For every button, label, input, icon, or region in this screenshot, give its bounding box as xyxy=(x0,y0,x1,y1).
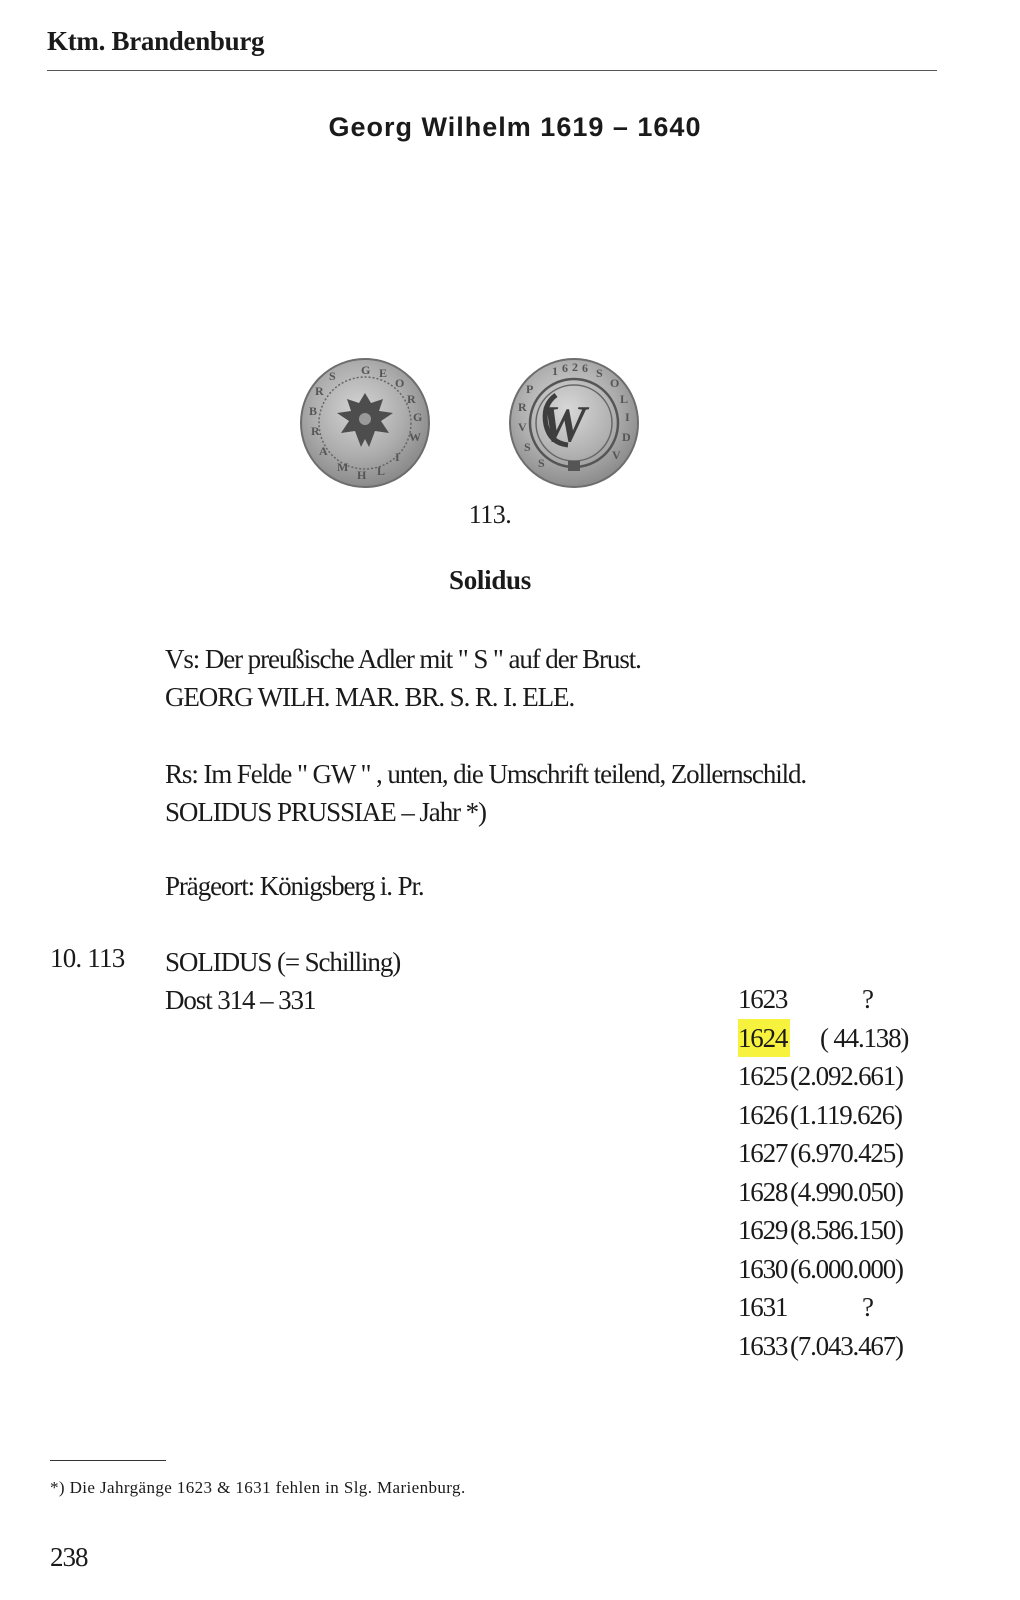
plate-number: 113. xyxy=(468,500,512,529)
mintage-year: 1626 xyxy=(738,1099,788,1130)
mintage-row xyxy=(738,1250,938,1289)
svg-text:6: 6 xyxy=(562,361,568,375)
svg-text:G: G xyxy=(361,363,371,377)
running-head: Ktm. Brandenburg xyxy=(47,26,265,56)
mintage-count: (8.586.150) xyxy=(790,1215,903,1245)
mintage-row xyxy=(738,980,938,1019)
svg-text:1: 1 xyxy=(552,364,558,378)
svg-text:B: B xyxy=(309,404,318,418)
svg-text:R: R xyxy=(311,424,320,438)
header-rule xyxy=(47,70,937,71)
mintage-year: 1625 xyxy=(738,1061,788,1091)
coin-obverse-image xyxy=(297,355,433,491)
mintage-count: (1.119.626) xyxy=(790,1099,902,1130)
svg-text:P: P xyxy=(526,382,534,396)
mintage-year: 1630 xyxy=(738,1253,788,1284)
mintage-count: (2.092.661) xyxy=(790,1061,903,1091)
mintage-year: 1629 xyxy=(738,1215,788,1245)
mintage-row xyxy=(738,1288,938,1327)
mintage-year-highlighted: 1624 xyxy=(738,1019,790,1058)
section-title: Georg Wilhelm 1619 – 1640 xyxy=(328,112,702,142)
catalog-number: 10. 113 xyxy=(50,943,125,973)
svg-text:S: S xyxy=(596,366,603,380)
obverse-description xyxy=(165,640,641,716)
mintage-year: 1633 xyxy=(738,1330,788,1361)
mintage-count: (4.990.050) xyxy=(790,1176,903,1207)
mint-place: Prägeort: Königsberg i. Pr. xyxy=(165,871,424,901)
mintage-count: (6.000.000) xyxy=(790,1253,903,1284)
svg-text:E: E xyxy=(379,366,388,380)
svg-text:G: G xyxy=(413,410,423,424)
svg-text:6: 6 xyxy=(582,361,588,375)
mintage-count: ? xyxy=(862,1292,873,1322)
svg-text:H: H xyxy=(357,468,367,482)
svg-text:L: L xyxy=(377,464,386,478)
svg-text:I: I xyxy=(625,410,630,424)
svg-text:O: O xyxy=(395,376,405,390)
reverse-legend: SOLIDUS PRUSSIAE – Jahr *) xyxy=(165,797,486,827)
mintage-count: ( 44.138) xyxy=(820,1022,909,1053)
mintage-count: (6.970.425) xyxy=(790,1138,903,1168)
obverse-eagle-image xyxy=(297,355,433,491)
svg-text:W: W xyxy=(409,430,421,444)
svg-text:W: W xyxy=(540,396,587,453)
mintage-year: 1631 xyxy=(738,1292,788,1322)
obverse-line: Vs: Der preußische Adler mit " S " auf der Brust. xyxy=(165,644,641,674)
svg-text:O: O xyxy=(610,376,620,390)
svg-text:R: R xyxy=(407,392,416,406)
obverse-legend: GEORG WILH. MAR. BR. S. R. I. ELE. xyxy=(165,682,575,712)
entry-reference: Dost 314 – 331 xyxy=(165,985,316,1015)
mintage-year: 1627 xyxy=(738,1138,788,1168)
svg-text:I: I xyxy=(395,450,400,464)
footnote-rule xyxy=(50,1460,166,1461)
svg-text:L: L xyxy=(620,392,629,406)
denomination-heading: Solidus xyxy=(449,565,531,595)
mintage-row xyxy=(738,1173,938,1212)
svg-text:R: R xyxy=(518,400,527,414)
mintage-count: (7.043.467) xyxy=(790,1330,903,1361)
footnote: *) Die Jahrgänge 1623 & 1631 fehlen in Slg. Marienburg. xyxy=(50,1478,466,1497)
svg-text:M: M xyxy=(337,460,349,474)
svg-text:A: A xyxy=(319,444,328,458)
svg-text:S: S xyxy=(329,369,336,383)
reverse-description xyxy=(165,755,806,831)
svg-text:R: R xyxy=(315,384,324,398)
svg-text:V: V xyxy=(612,448,621,462)
mintage-row xyxy=(738,1019,938,1058)
mintage-count: ? xyxy=(862,984,873,1014)
coin-reverse-image xyxy=(506,355,642,491)
reverse-line: Rs: Im Felde " GW " , unten, die Umschrift teilend, Zollernschild. xyxy=(165,759,807,789)
mintage-row xyxy=(738,1096,938,1135)
svg-text:V: V xyxy=(518,420,527,434)
mintage-year: 1623 xyxy=(738,984,788,1014)
mintage-row xyxy=(738,1057,938,1096)
reverse-gw-monogram-image xyxy=(506,355,642,491)
svg-text:S: S xyxy=(524,440,531,454)
entry-title: SOLIDUS (= Schilling) xyxy=(165,947,401,977)
svg-text:D: D xyxy=(622,430,631,444)
mintage-row xyxy=(738,1134,938,1173)
svg-text:2: 2 xyxy=(572,360,578,374)
mintage-row xyxy=(738,1327,938,1366)
mintage-year: 1628 xyxy=(738,1176,788,1207)
mintage-row xyxy=(738,1211,938,1250)
svg-text:S: S xyxy=(538,456,545,470)
mintage-list xyxy=(738,980,938,1365)
page-number: 238 xyxy=(50,1542,88,1572)
catalog-entry xyxy=(165,943,400,1019)
